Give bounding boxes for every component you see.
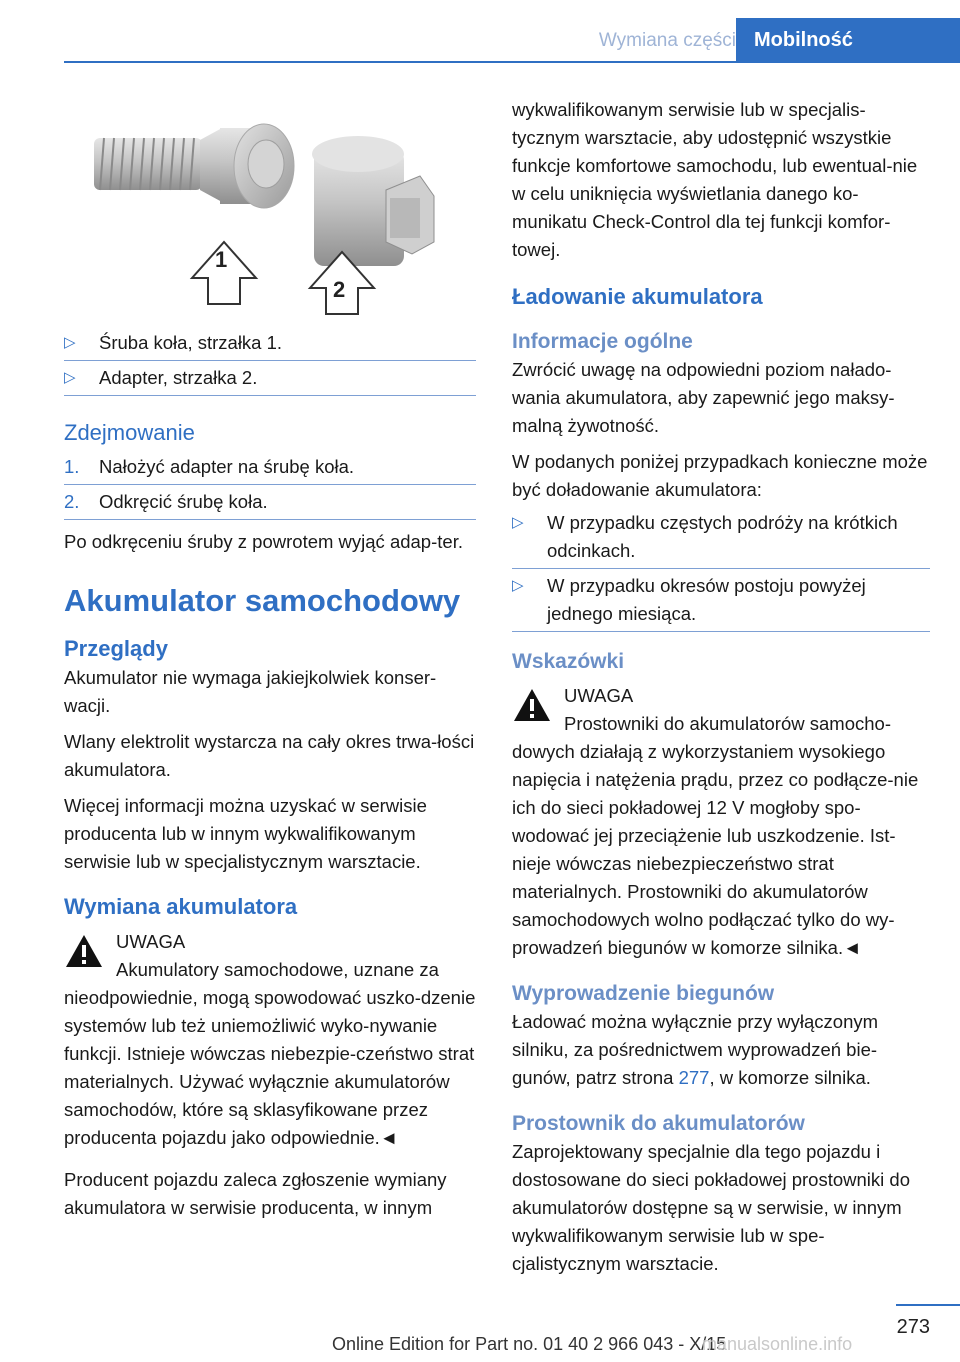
list-item: ▷ W przypadku częstych podróży na krótkich odcinkach.: [512, 506, 930, 569]
warning-triangle-icon: [64, 932, 104, 970]
list-item: ▷ Adapter, strzałka 2.: [64, 361, 476, 396]
warning-text: Prostowniki do akumulatorów samocho-dowych działają z wykorzystaniem wysokiego napięcia i natężenia prądu, przez co podłącze-nie ich do sieci pokładowej 12 V mogłoby spo-wodować jej przeciążenie lub uszkodzenie. Ist-nieje wówczas niebezpieczeństwo strat materialnych. Prostowniki do akumulatorów samochodowych wolno podłączać tylko do wy-prowadzeń biegunów w komorze silnika.◄: [512, 713, 919, 958]
heading-removal: Zdejmowanie: [64, 420, 195, 445]
list-item: 1. Nałożyć adapter na śrubę koła.: [64, 450, 476, 485]
paragraph: Wlany elektrolit wystarcza na cały okres trwa-łości akumulatora.: [64, 731, 475, 780]
paragraph: Po odkręceniu śruby z powrotem wyjąć adap-ter.: [64, 531, 463, 552]
triangle-bullet-icon: ▷: [64, 334, 76, 351]
warning-box: [64, 928, 476, 1152]
list-item: ▷ Śruba koła, strzałka 1.: [64, 326, 476, 361]
paragraph: wykwalifikowanym serwisie lub w specjalis-tycznym warsztacie, aby udostępnić wszystkie funkcje komfortowe samochodu, lub ewentual-nie w celu uniknięcia wyświetlania danego ko-munikatu Check-Control dla tej funkcji komfor-towej.: [512, 99, 918, 260]
warning-text: Akumulatory samochodowe, uznane za nieodpowiednie, mogą spowodować uszko-dzenie systemów lub też uniemożliwić wyko-nywanie funkcji. Istnieje wówczas niebezpie-czeństwo strat materialnych. Używać wyłącznie akumulatorów samochodów, które są sklasyfikowane przez producenta pojazdu jako odpowiednie.◄: [64, 959, 476, 1148]
wheel-bolt-figure: [64, 92, 476, 324]
page-link[interactable]: 277: [678, 1067, 710, 1088]
paragraph: Zaprojektowany specjalnie dla tego pojazdu i dostosowane do sieci pokładowej prostowniki do akumulatorów dostępne są w serwisie, w innym wykwalifikowanym serwisie lub w spe-cjalistycznym warsztacie.: [512, 1141, 910, 1274]
right-column: [512, 96, 930, 1278]
paragraph: Zwrócić uwagę na odpowiedni poziom nałado-wania akumulatora, aby zapewnić jego maksy-malną żywotność.: [512, 359, 895, 436]
footer-rule: [896, 1304, 960, 1306]
triangle-bullet-icon: ▷: [64, 369, 76, 386]
left-column: [64, 92, 476, 1222]
triangle-bullet-icon: ▷: [512, 514, 524, 531]
edition-note: Online Edition for Part no. 01 40 2 966 043 - X/15: [332, 1334, 727, 1354]
heading-general-info: Informacje ogólne: [512, 330, 693, 353]
header-rule: [64, 61, 960, 63]
heading-inspections: Przeglądy: [64, 636, 168, 661]
heading-car-battery: Akumulator samochodowy: [64, 583, 461, 618]
warning-label: UWAGA: [116, 931, 186, 952]
heading-battery-replacement: Wymiana akumulatora: [64, 894, 298, 919]
heading-charging: Ładowanie akumulatora: [512, 284, 763, 309]
heading-tips: Wskazówki: [512, 650, 625, 673]
figure-label-1: 1: [215, 247, 228, 272]
page-header: [0, 0, 960, 62]
wheel-bolt-illustration: [64, 92, 476, 324]
list-item: ▷ W przypadku okresów postoju powyżej jednego miesiąca.: [512, 569, 930, 632]
warning-box: [512, 682, 930, 962]
triangle-bullet-icon: ▷: [512, 577, 524, 594]
page-number: 273: [896, 1316, 930, 1338]
paragraph: Więcej informacji można uzyskać w serwisie producenta lub w innym wykwalifikowanym serwisie lub w specjalistycznym warsztacie.: [64, 795, 427, 872]
paragraph: Producent pojazdu zaleca zgłoszenie wymiany akumulatora w serwisie producenta, w innym: [64, 1169, 447, 1218]
figure-legend-list: [64, 326, 476, 396]
header-section-title[interactable]: Wymiana części: [598, 30, 736, 51]
watermark: manualsonline.info: [702, 1334, 853, 1354]
charging-cases-list: [512, 506, 930, 632]
warning-triangle-icon: [512, 686, 552, 724]
list-item: 2. Odkręcić śrubę koła.: [64, 485, 476, 520]
paragraph: Akumulator nie wymaga jakiejkolwiek konser-wacji.: [64, 667, 437, 716]
removal-steps: [64, 450, 476, 520]
figure-label-2: 2: [333, 277, 346, 302]
heading-terminals: Wyprowadzenie biegunów: [512, 982, 775, 1005]
heading-charger: Prostownik do akumulatorów: [512, 1112, 805, 1135]
paragraph: Ładować można wyłącznie przy wyłączonym silniku, za pośrednictwem wyprowadzeń bie-gunów, patrz strona 277, w komorze silnika.: [512, 1011, 879, 1088]
warning-label: UWAGA: [564, 685, 634, 706]
paragraph: W podanych poniżej przypadkach konieczne może być doładowanie akumulatora:: [512, 451, 928, 500]
header-chapter-tab[interactable]: Mobilność: [736, 18, 960, 62]
